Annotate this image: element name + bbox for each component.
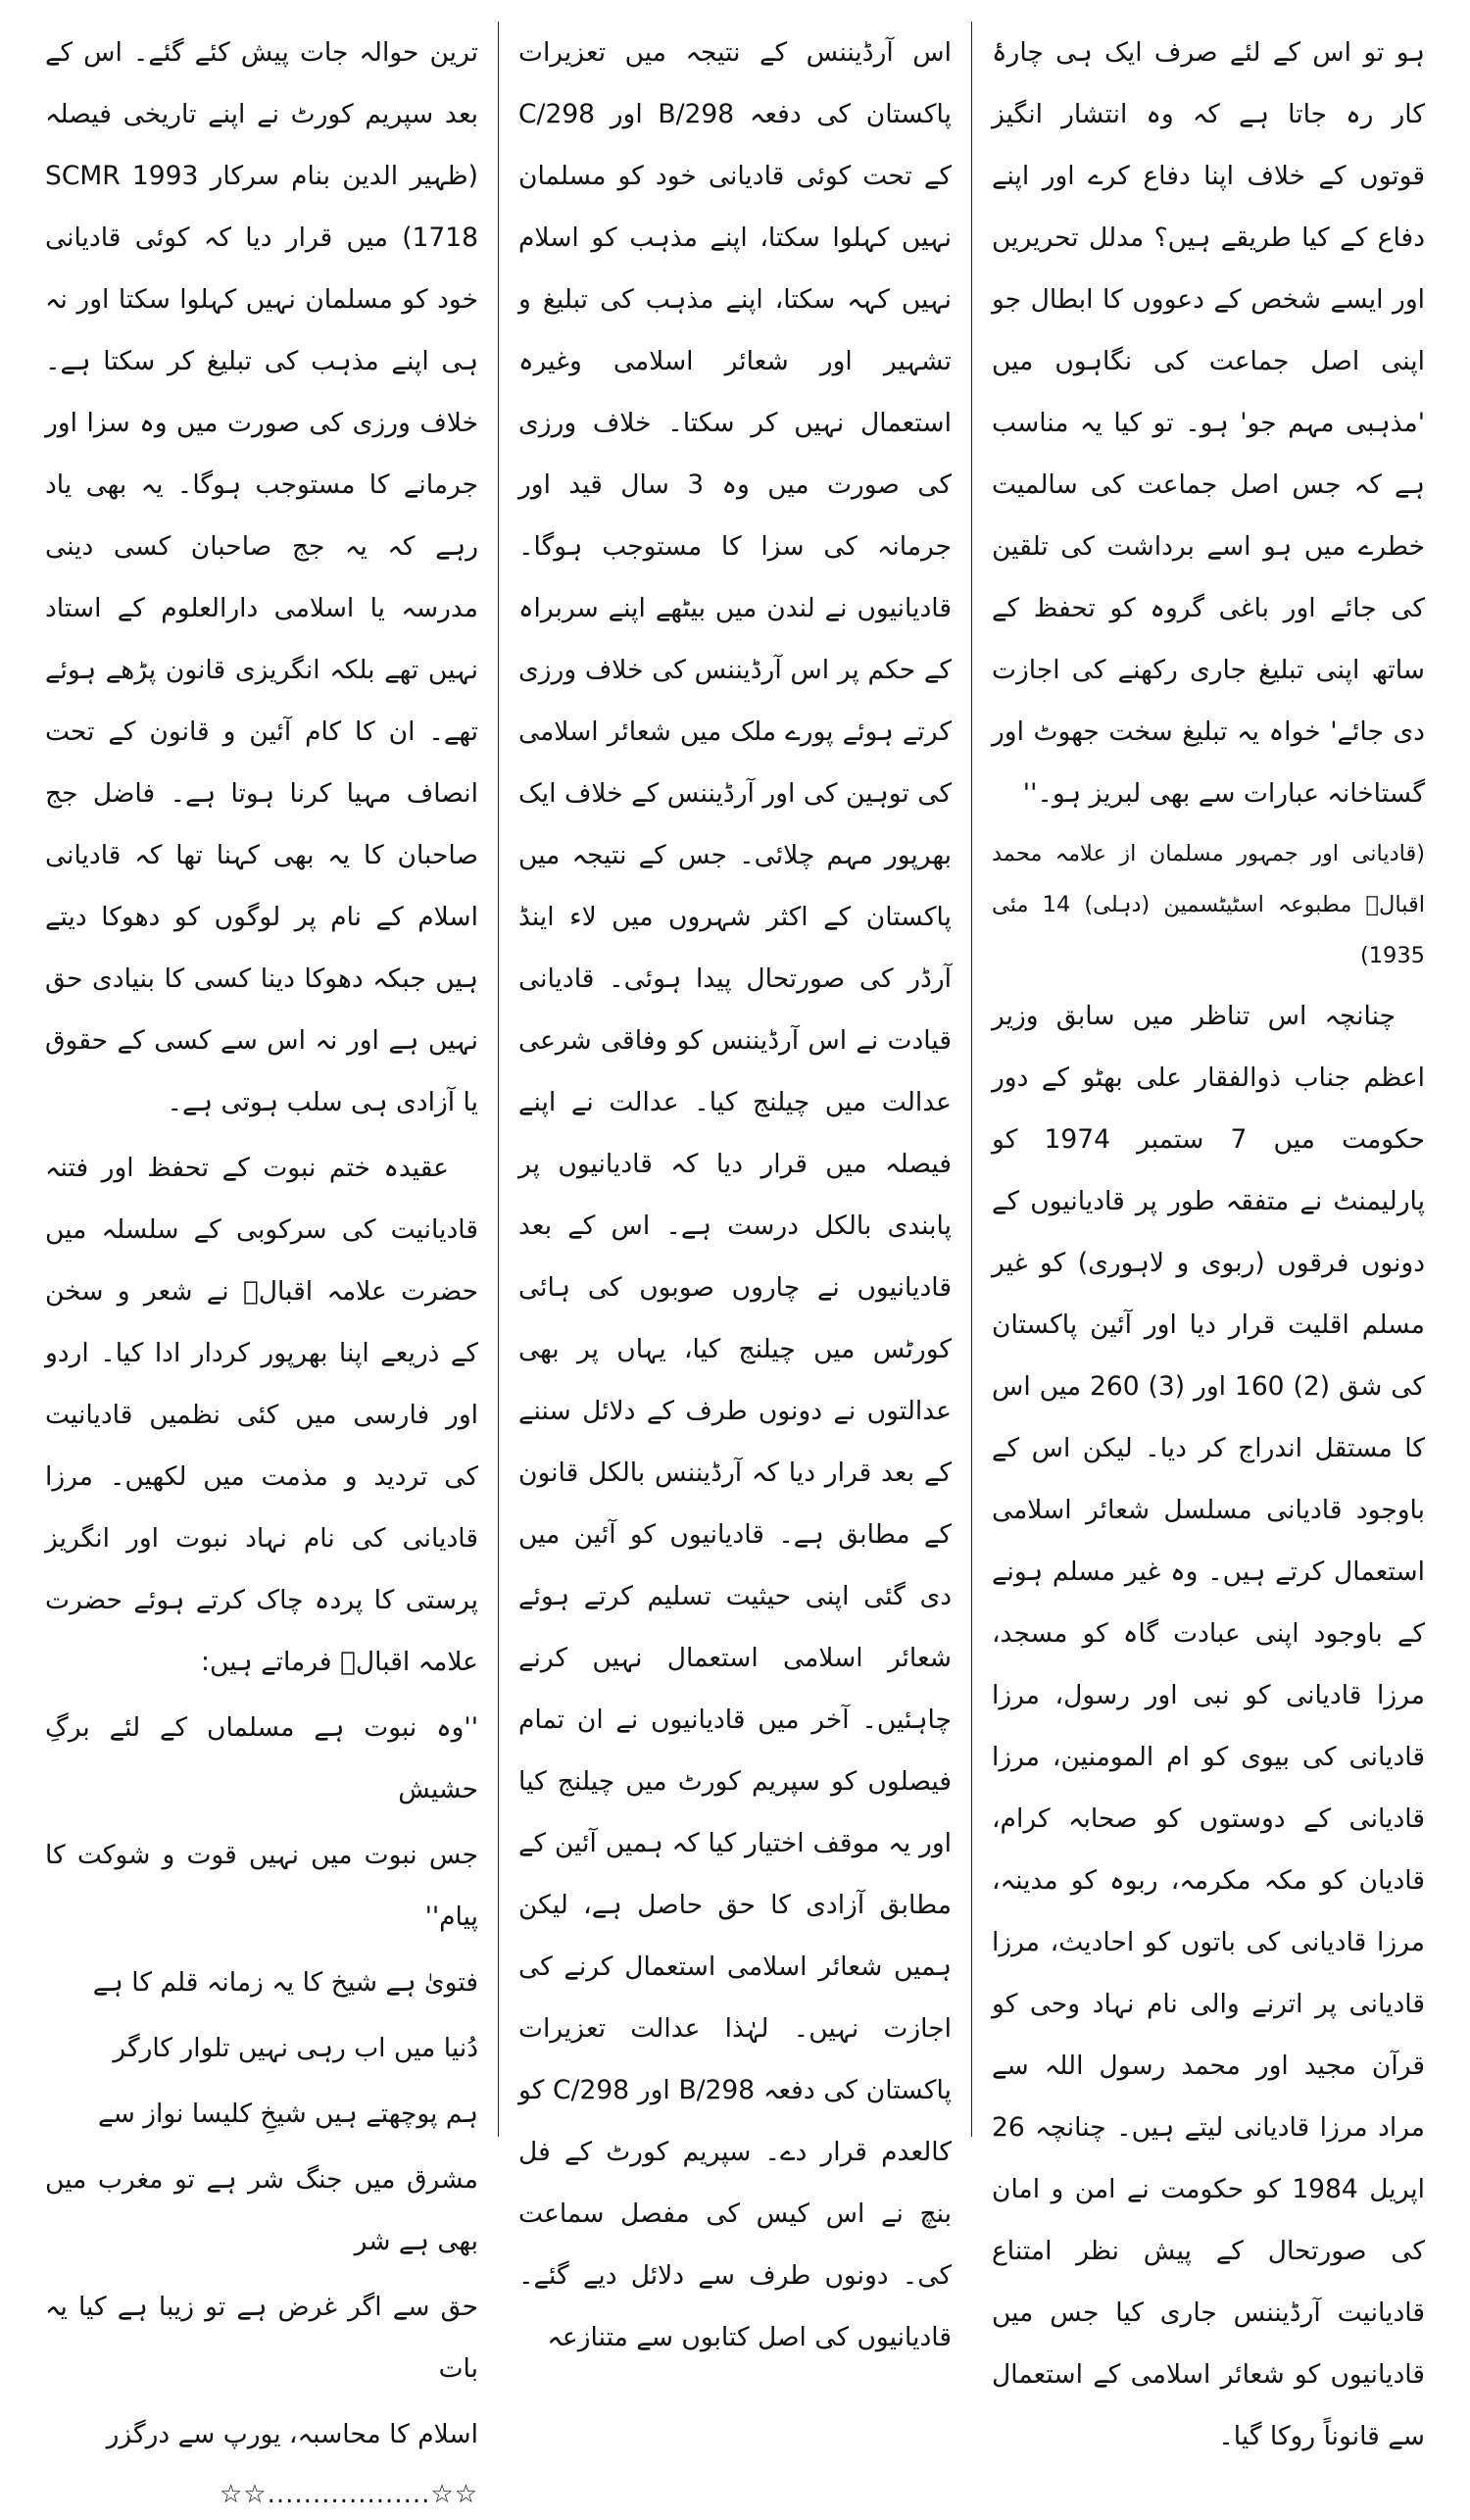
poem xyxy=(45,1697,478,2465)
paragraph: عقیدہ ختم نبوت کے تحفظ اور فتنہ قادیانیت کی سرکوبی کے سلسلہ میں حضرت علامہ اقبالؒ نے شعر و سخن کے ذریعے اپنا بھرپور کردار ادا کیا۔ اردو اور فارسی میں کئی نظمیں قادیانیت کی تردید و مذمت میں لکھیں۔ مرزا قادیانی کی نام نہاد نبوت اور انگریز پرستی کا پردہ چاک کرتے ہوئے حضرت علامہ اقبالؒ فرماتے ہیں: xyxy=(45,1153,478,1677)
verse-line: ہم پوچھتے ہیں شیخِ کلیسا نواز سے xyxy=(98,2099,478,2129)
column-middle xyxy=(499,22,972,2352)
paragraph: چنانچہ اس تناظر میں سابق وزیر اعظم جناب ذوالفقار علی بھٹو کے دور حکومت میں 7 ستمبر 1974 کو پارلیمنٹ نے متفقہ طور پر قادیانیوں کے دونوں فرقوں (ربوی و لاہوری) کو غیر مسلم اقلیت قرار دیا اور آئین پاکستان کی شق (2) 160 اور (3) 260 میں اس کا مستقل اندراج کر دیا۔ لیکن اس کے باوجود قادیانی مسلسل شعائر اسلامی استعمال کرتے ہیں۔ وہ غیر مسلم ہونے کے باوجود اپنی عبادت گاہ کو مسجد، مرزا قادیانی کو نبی اور رسول، مرزا قادیانی کی بیوی کو ام المومنین، مرزا قادیانی کے دوستوں کو صحابہ کرام، قادیان کو مکہ مکرمہ، ربوہ کو مدینہ، مرزا قادیانی کی باتوں کو احادیث، مرزا قادیانی پر اترنے والی نام نہاد وحی کو قرآن مجید اور محمد رسول اللہ سے مراد مرزا قادیانی لیتے ہیں۔ چنانچہ 26 اپریل 1984 کو حکومت نے امن و امان کی صورتحال کے پیش نظر امتناع قادیانیت آرڈیننس جاری کیا جس میں قادیانیوں کو شعائر اسلامی کے استعمال سے قانوناً روکا گیا۔ xyxy=(992,1001,1425,2451)
verse-line: ''وہ نبوت ہے مسلماں کے لئے برگِ حشیش xyxy=(45,1712,478,1804)
end-of-article-stars: ☆☆..................☆☆ xyxy=(220,2480,478,2509)
verse-line: فتویٰ ہے شیخ کا یہ زمانہ قلم کا ہے xyxy=(92,1967,478,1998)
column-right xyxy=(972,22,1445,2451)
verse-line: اسلام کا محاسبہ، یورپ سے درگزر xyxy=(106,2419,478,2449)
verse-line: مشرق میں جنگ شر ہے تو مغرب میں بھی ہے شر xyxy=(45,2164,478,2256)
paragraph: ترین حوالہ جات پیش کئے گئے۔ اس کے بعد سپریم کورٹ نے اپنے تاریخی فیصلہ (ظہیر الدین بنام سرکار 1993 SCMR 1718) میں قرار دیا کہ کوئی قادیانی خود کو مسلمان نہیں کہلوا سکتا اور نہ ہی اپنے مذہب کی تبلیغ کر سکتا ہے۔ خلاف ورزی کی صورت میں وہ سزا اور جرمانے کا مستوجب ہوگا۔ یہ بھی یاد رہے کہ یہ جج صاحبان کسی دینی مدرسہ یا اسلامی دارالعلوم کے استاد نہیں تھے بلکہ انگریزی قانون پڑھے ہوئے تھے۔ ان کا کام آئین و قانون کے تحت انصاف مہیا کرنا ہوتا ہے۔ فاضل جج صاحبان کا یہ بھی کہنا تھا کہ قادیانی اسلام کے نام پر لوگوں کو دھوکا دیتے ہیں جبکہ دھوکا دینا کسی کا بنیادی حق نہیں ہے اور نہ اس سے کسی کے حقوق یا آزادی ہی سلب ہوتی ہے۔ xyxy=(45,37,478,1117)
article-columns xyxy=(25,22,1445,2509)
verse-line: جس نبوت میں نہیں قوت و شوکت کا پیام'' xyxy=(45,1840,478,1932)
verse-line: دُنیا میں اب رہی نہیں تلوار کارگر xyxy=(113,2033,478,2063)
verse-line: حق سے اگر غرض ہے تو زیبا ہے کیا یہ بات xyxy=(45,2292,478,2384)
citation: (قادیانی اور جمہور مسلمان از علامہ محمد اقبالؒ مطبوعہ اسٹیٹسمین (دہلی) 14 مئی 1935) xyxy=(992,841,1425,968)
paragraph: اس آرڈیننس کے نتیجہ میں تعزیرات پاکستان کی دفعہ 298/B اور 298/C کے تحت کوئی قادیانی خود کو مسلمان نہیں کہلوا سکتا، اپنے مذہب کو اسلام نہیں کہہ سکتا، اپنے مذہب کی تبلیغ و تشہیر اور شعائر اسلامی وغیرہ استعمال نہیں کر سکتا۔ خلاف ورزی کی صورت میں وہ 3 سال قید اور جرمانہ کی سزا کا مستوجب ہوگا۔ قادیانیوں نے لندن میں بیٹھے اپنے سربراہ کے حکم پر اس آرڈیننس کی خلاف ورزی کرتے ہوئے پورے ملک میں شعائر اسلامی کی توہین کی اور آرڈیننس کے خلاف ایک بھرپور مہم چلائی۔ جس کے نتیجہ میں پاکستان کے اکثر شہروں میں لاء اینڈ آرڈر کی صورتحال پیدا ہوئی۔ قادیانی قیادت نے اس آرڈیننس کو وفاقی شرعی عدالت میں چیلنج کیا۔ عدالت نے اپنے فیصلہ میں قرار دیا کہ قادیانیوں پر پابندی بالکل درست ہے۔ اس کے بعد قادیانیوں نے چاروں صوبوں کی ہائی کورٹس میں چیلنج کیا، یہاں پر بھی عدالتوں نے دونوں طرف کے دلائل سننے کے بعد قرار دیا کہ آرڈیننس بالکل قانون کے مطابق ہے۔ قادیانیوں کو آئین میں دی گئی اپنی حیثیت تسلیم کرتے ہوئے شعائر اسلامی استعمال نہیں کرنے چاہئیں۔ آخر میں قادیانیوں نے ان تمام فیصلوں کو سپریم کورٹ میں چیلنج کیا اور یہ موقف اختیار کیا کہ ہمیں آئین کے مطابق آزادی کا حق حاصل ہے، لیکن ہمیں شعائر اسلامی استعمال کرنے کی اجازت نہیں۔ لہٰذا عدالت تعزیرات پاکستان کی دفعہ 298/B اور 298/C کو کالعدم قرار دے۔ سپریم کورٹ کے فل بنچ نے اس کیس کی مفصل سماعت کی۔ دونوں طرف سے دلائل دیے گئے۔ قادیانیوں کی اصل کتابوں سے متنازعہ xyxy=(518,37,952,2352)
column-left xyxy=(25,22,499,2509)
paragraph: ہو تو اس کے لئے صرف ایک ہی چارۂ کار رہ جاتا ہے کہ وہ انتشار انگیز قوتوں کے خلاف اپنا دفاع کرے اور اپنے دفاع کے کیا طریقے ہیں؟ مدلل تحریریں اور ایسے شخص کے دعووں کا ابطال جو اپنی اصل جماعت کی نگاہوں میں 'مذہبی مہم جو' ہو۔ تو کیا یہ مناسب ہے کہ جس اصل جماعت کی سالمیت خطرے میں ہو اسے برداشت کی تلقین کی جائے اور باغی گروہ کو تحفظ کے ساتھ اپنی تبلیغ جاری رکھنے کی اجازت دی جائے' خواہ یہ تبلیغ سخت جھوٹ اور گستاخانہ عبارات سے بھی لبریز ہو۔'' xyxy=(992,37,1425,809)
